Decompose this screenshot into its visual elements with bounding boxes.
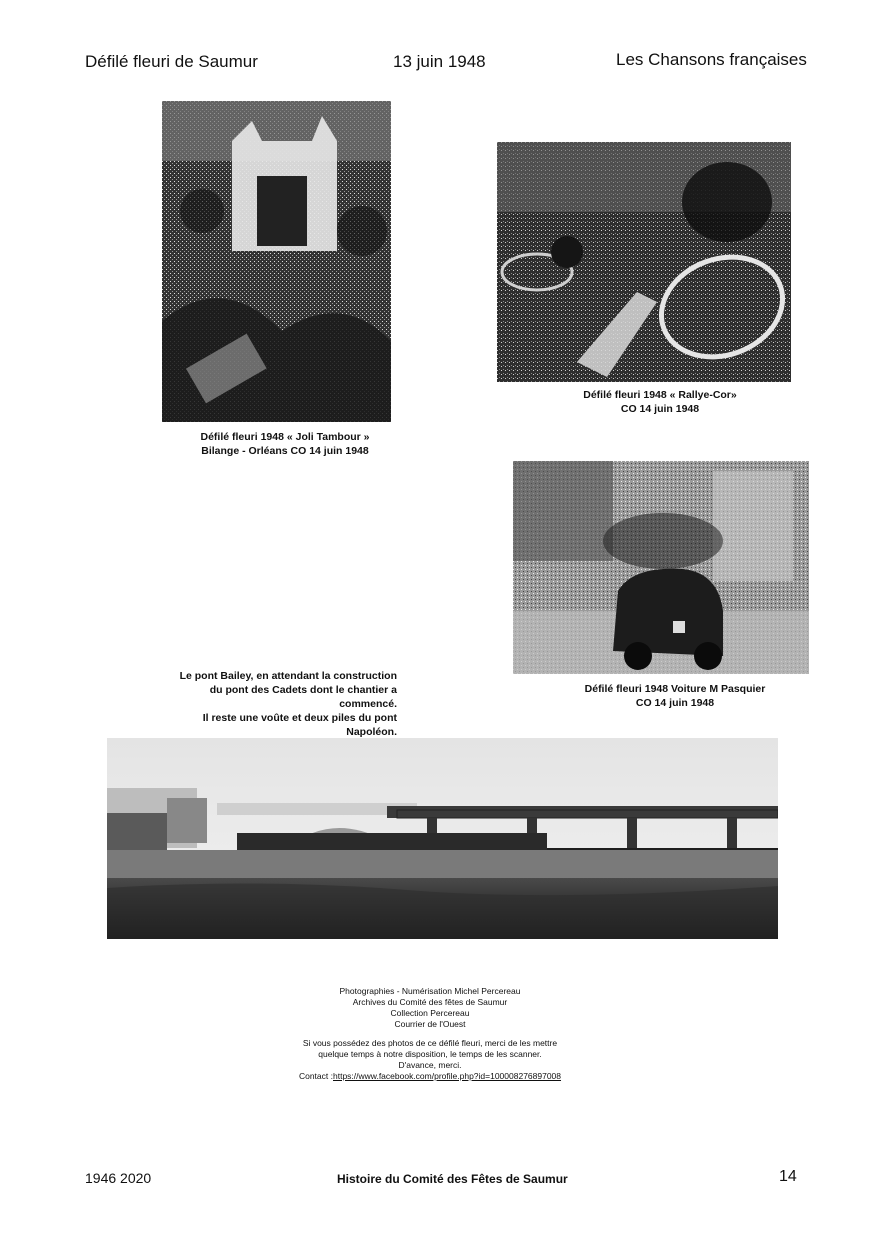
credits-line: Archives du Comité des fêtes de Saumur [352, 997, 508, 1007]
photo-voiture-pasquier [513, 461, 809, 674]
credits-line: Courrier de l'Ouest [394, 1019, 466, 1029]
caption-line: Bilange - Orléans CO 14 juin 1948 [201, 445, 369, 457]
caption-voiture-pasquier [575, 682, 775, 710]
caption-line: Défilé fleuri 1948 « Rallye-Cor» [583, 389, 737, 401]
header-date: 13 juin 1948 [393, 52, 486, 71]
caption-rallye-cor [560, 388, 760, 416]
header-right-title: Les Chansons françaises [616, 50, 807, 69]
caption-line: Défilé fleuri 1948 « Joli Tambour » [200, 431, 370, 443]
request-line: quelque temps à notre disposition, le temps de les scanner. [318, 1049, 542, 1059]
contact-line [250, 1071, 610, 1082]
credits-line: Photographies - Numérisation Michel Percereau [339, 986, 521, 996]
request-line: D'avance, merci. [398, 1060, 462, 1070]
request-line: Si vous possédez des photos de ce défilé fleuri, merci de les mettre [302, 1038, 558, 1048]
photo-pont-bailey [107, 738, 778, 939]
caption-line: CO 14 juin 1948 [620, 403, 700, 415]
caption-joli-tambour [185, 430, 385, 458]
caption-line: CO 14 juin 1948 [635, 697, 715, 709]
credits-line: Collection Percereau [390, 1008, 470, 1018]
header-left-title: Défilé fleuri de Saumur [85, 52, 258, 71]
credits-block [250, 986, 610, 1082]
caption-line: Le pont Bailey, en attendant la construction [179, 670, 397, 682]
caption-line: Il reste une voûte et deux piles du pont Napoléon. [202, 712, 397, 738]
footer-years: 1946 2020 [85, 1170, 152, 1186]
footer-title: Histoire du Comité des Fêtes de Saumur [337, 1172, 568, 1186]
photo-joli-tambour [162, 101, 391, 422]
caption-line: Défilé fleuri 1948 Voiture M Pasquier [584, 683, 766, 695]
contact-label: Contact : [298, 1071, 333, 1081]
caption-line: du pont des Cadets dont le chantier a commencé. [209, 684, 397, 710]
credits-spacer [250, 1030, 610, 1038]
contact-link[interactable]: https://www.facebook.com/profile.php?id=100008276897008 [333, 1071, 562, 1081]
photo-rallye-cor [497, 142, 791, 382]
page-number: 14 [779, 1168, 797, 1185]
